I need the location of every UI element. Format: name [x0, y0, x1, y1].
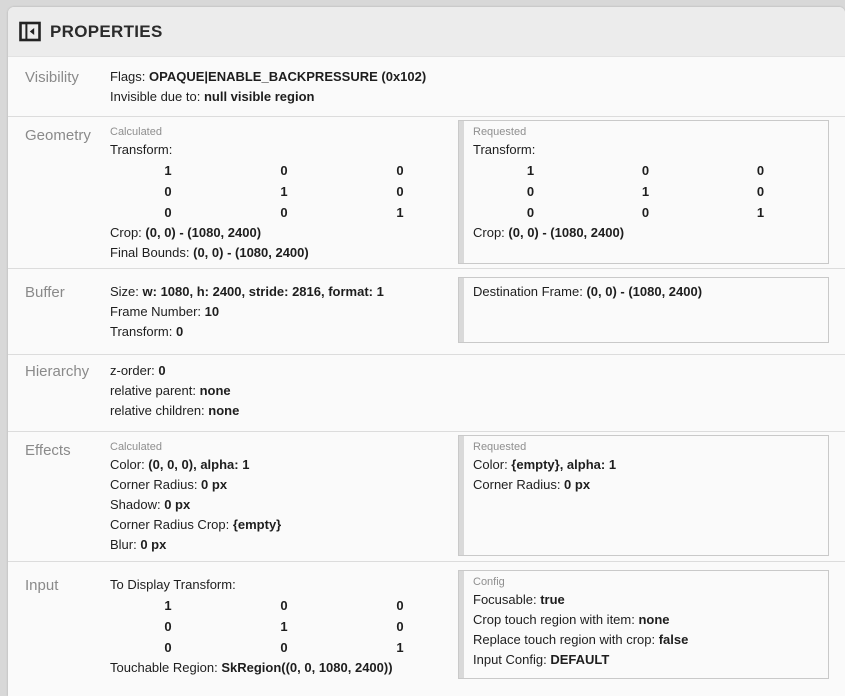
matrix-cell: 0 — [756, 184, 765, 199]
input-config-line — [473, 650, 818, 670]
input-config-box — [458, 570, 829, 679]
blur-value: 0 px — [140, 537, 167, 552]
shadow-key: Shadow: — [110, 497, 165, 512]
section-buffer — [8, 269, 845, 355]
replace-touch-region-line — [473, 630, 818, 650]
matrix-cell: 1 — [641, 184, 650, 199]
relative-children-line — [110, 401, 829, 421]
effects-requested-box — [458, 435, 829, 556]
matrix-cell: 0 — [164, 205, 172, 220]
replace-touch-region-value: false — [658, 632, 689, 647]
size-line — [110, 282, 458, 302]
geometry-requested-box — [458, 120, 829, 264]
final-bounds-line — [110, 243, 458, 263]
final-bounds-value: (0, 0) - (1080, 2400) — [193, 245, 309, 260]
focusable-line — [473, 590, 818, 610]
matrix-cell: 0 — [641, 163, 650, 178]
color-value: {empty}, alpha: 1 — [511, 457, 617, 472]
focusable-value: true — [540, 592, 565, 607]
effects-calculated-group — [110, 440, 458, 555]
invisible-line — [110, 87, 829, 107]
shadow-line — [110, 495, 458, 515]
matrix-cell: 0 — [164, 640, 172, 655]
matrix-cell: 0 — [641, 205, 650, 220]
buffer-transform-key: Transform: — [110, 324, 176, 339]
z-order-key: z-order: — [110, 363, 159, 378]
matrix-cell: 1 — [280, 619, 288, 634]
matrix-cell: 0 — [164, 184, 172, 199]
corner-radius-crop-line — [110, 515, 458, 535]
focusable-key: Focusable: — [473, 592, 541, 607]
matrix-cell: 0 — [396, 598, 404, 613]
size-value: w: 1080, h: 2400, stride: 2816, format: 1 — [142, 284, 384, 299]
matrix-cell: 1 — [396, 205, 404, 220]
transform-label: Transform: — [473, 142, 536, 157]
to-display-transform-label: To Display Transform: — [110, 577, 236, 592]
destination-frame-key: Destination Frame: — [473, 284, 587, 299]
requested-group-label: Requested — [473, 126, 527, 138]
flags-line — [110, 67, 829, 87]
color-key: Color: — [110, 457, 149, 472]
calculated-transform-matrix — [110, 160, 458, 223]
touchable-region-line — [110, 658, 458, 678]
corner-radius-value: 0 px — [201, 477, 228, 492]
buffer-transform-line — [110, 322, 458, 342]
section-label-visibility: Visibility — [25, 69, 79, 86]
input-config-value: DEFAULT — [550, 652, 610, 667]
crop-key: Crop: — [110, 225, 146, 240]
panel-toggle-icon[interactable] — [19, 21, 41, 42]
touchable-region-value: SkRegion((0, 0, 1080, 2400)) — [221, 660, 393, 675]
color-value: (0, 0, 0), alpha: 1 — [148, 457, 250, 472]
blur-line — [110, 535, 458, 555]
matrix-cell: 0 — [396, 163, 404, 178]
section-input — [8, 562, 845, 692]
invisible-value: null visible region — [203, 89, 315, 104]
matrix-cell: 0 — [756, 163, 765, 178]
crop-touch-region-line — [473, 610, 818, 630]
matrix-cell: 1 — [526, 163, 535, 178]
buffer-destination-box — [458, 277, 829, 343]
section-effects — [8, 432, 845, 562]
geometry-calculated-group — [110, 125, 458, 263]
frame-number-key: Frame Number: — [110, 304, 205, 319]
matrix-cell: 0 — [280, 640, 288, 655]
matrix-cell: 0 — [280, 163, 288, 178]
input-config-key: Input Config: — [473, 652, 551, 667]
flags-value: OPAQUE|ENABLE_BACKPRESSURE (0x102) — [149, 69, 427, 84]
replace-touch-region-key: Replace touch region with crop: — [473, 632, 659, 647]
hierarchy-content — [110, 361, 829, 421]
section-label-geometry: Geometry — [25, 127, 91, 144]
requested-group-label: Requested — [473, 441, 527, 453]
shadow-value: 0 px — [164, 497, 191, 512]
invisible-key: Invisible due to: — [110, 89, 204, 104]
matrix-cell: 0 — [396, 184, 404, 199]
requested-transform-matrix — [473, 160, 818, 223]
properties-panel — [8, 7, 845, 696]
matrix-cell: 0 — [396, 619, 404, 634]
calculated-group-label: Calculated — [110, 126, 162, 138]
relative-parent-key: relative parent: — [110, 383, 200, 398]
crop-touch-region-key: Crop touch region with item: — [473, 612, 639, 627]
crop-touch-region-value: none — [638, 612, 670, 627]
section-hierarchy — [8, 355, 845, 432]
color-line — [110, 455, 458, 475]
input-content — [110, 575, 458, 678]
corner-radius-line — [473, 475, 818, 495]
corner-radius-key: Corner Radius: — [473, 477, 565, 492]
section-visibility — [8, 57, 845, 117]
panel-header — [8, 7, 845, 57]
crop-value: (0, 0) - (1080, 2400) — [145, 225, 262, 240]
crop-key: Crop: — [473, 225, 509, 240]
relative-children-key: relative children: — [110, 403, 209, 418]
matrix-cell: 0 — [526, 205, 535, 220]
matrix-cell: 0 — [280, 598, 288, 613]
config-group-label: Config — [473, 576, 505, 588]
buffer-content — [110, 282, 458, 342]
size-key: Size: — [110, 284, 143, 299]
to-display-transform-matrix — [110, 595, 458, 658]
color-line — [473, 455, 818, 475]
section-label-input: Input — [25, 577, 59, 594]
section-label-hierarchy: Hierarchy — [25, 363, 90, 380]
matrix-cell: 1 — [396, 640, 404, 655]
matrix-cell: 1 — [164, 163, 172, 178]
page-title: PROPERTIES — [50, 21, 163, 41]
touchable-region-key: Touchable Region: — [110, 660, 222, 675]
z-order-line — [110, 361, 829, 381]
flags-key: Flags: — [110, 69, 150, 84]
matrix-cell: 0 — [164, 619, 172, 634]
frame-number-value: 10 — [204, 304, 220, 319]
corner-radius-value: 0 px — [564, 477, 591, 492]
crop-line — [110, 223, 458, 243]
section-label-effects: Effects — [25, 442, 71, 459]
frame-number-line — [110, 302, 458, 322]
corner-radius-crop-value: {empty} — [232, 517, 282, 532]
blur-key: Blur: — [110, 537, 141, 552]
crop-line — [473, 223, 818, 243]
matrix-cell: 0 — [280, 205, 288, 220]
color-key: Color: — [473, 457, 512, 472]
corner-radius-line — [110, 475, 458, 495]
matrix-cell: 0 — [526, 184, 535, 199]
buffer-transform-value: 0 — [175, 324, 184, 339]
destination-frame-line — [473, 282, 818, 302]
matrix-cell: 1 — [164, 598, 172, 613]
calculated-group-label: Calculated — [110, 441, 162, 453]
relative-parent-value: none — [199, 383, 231, 398]
relative-children-value: none — [208, 403, 240, 418]
corner-radius-crop-key: Corner Radius Crop: — [110, 517, 233, 532]
section-geometry — [8, 117, 845, 269]
matrix-cell: 1 — [756, 205, 765, 220]
section-label-buffer: Buffer — [25, 284, 65, 301]
visibility-content — [110, 67, 829, 107]
destination-frame-value: (0, 0) - (1080, 2400) — [586, 284, 703, 299]
z-order-value: 0 — [158, 363, 166, 378]
matrix-cell: 1 — [280, 184, 288, 199]
relative-parent-line — [110, 381, 829, 401]
final-bounds-key: Final Bounds: — [110, 245, 194, 260]
crop-value: (0, 0) - (1080, 2400) — [508, 225, 625, 240]
transform-label: Transform: — [110, 142, 173, 157]
corner-radius-key: Corner Radius: — [110, 477, 202, 492]
